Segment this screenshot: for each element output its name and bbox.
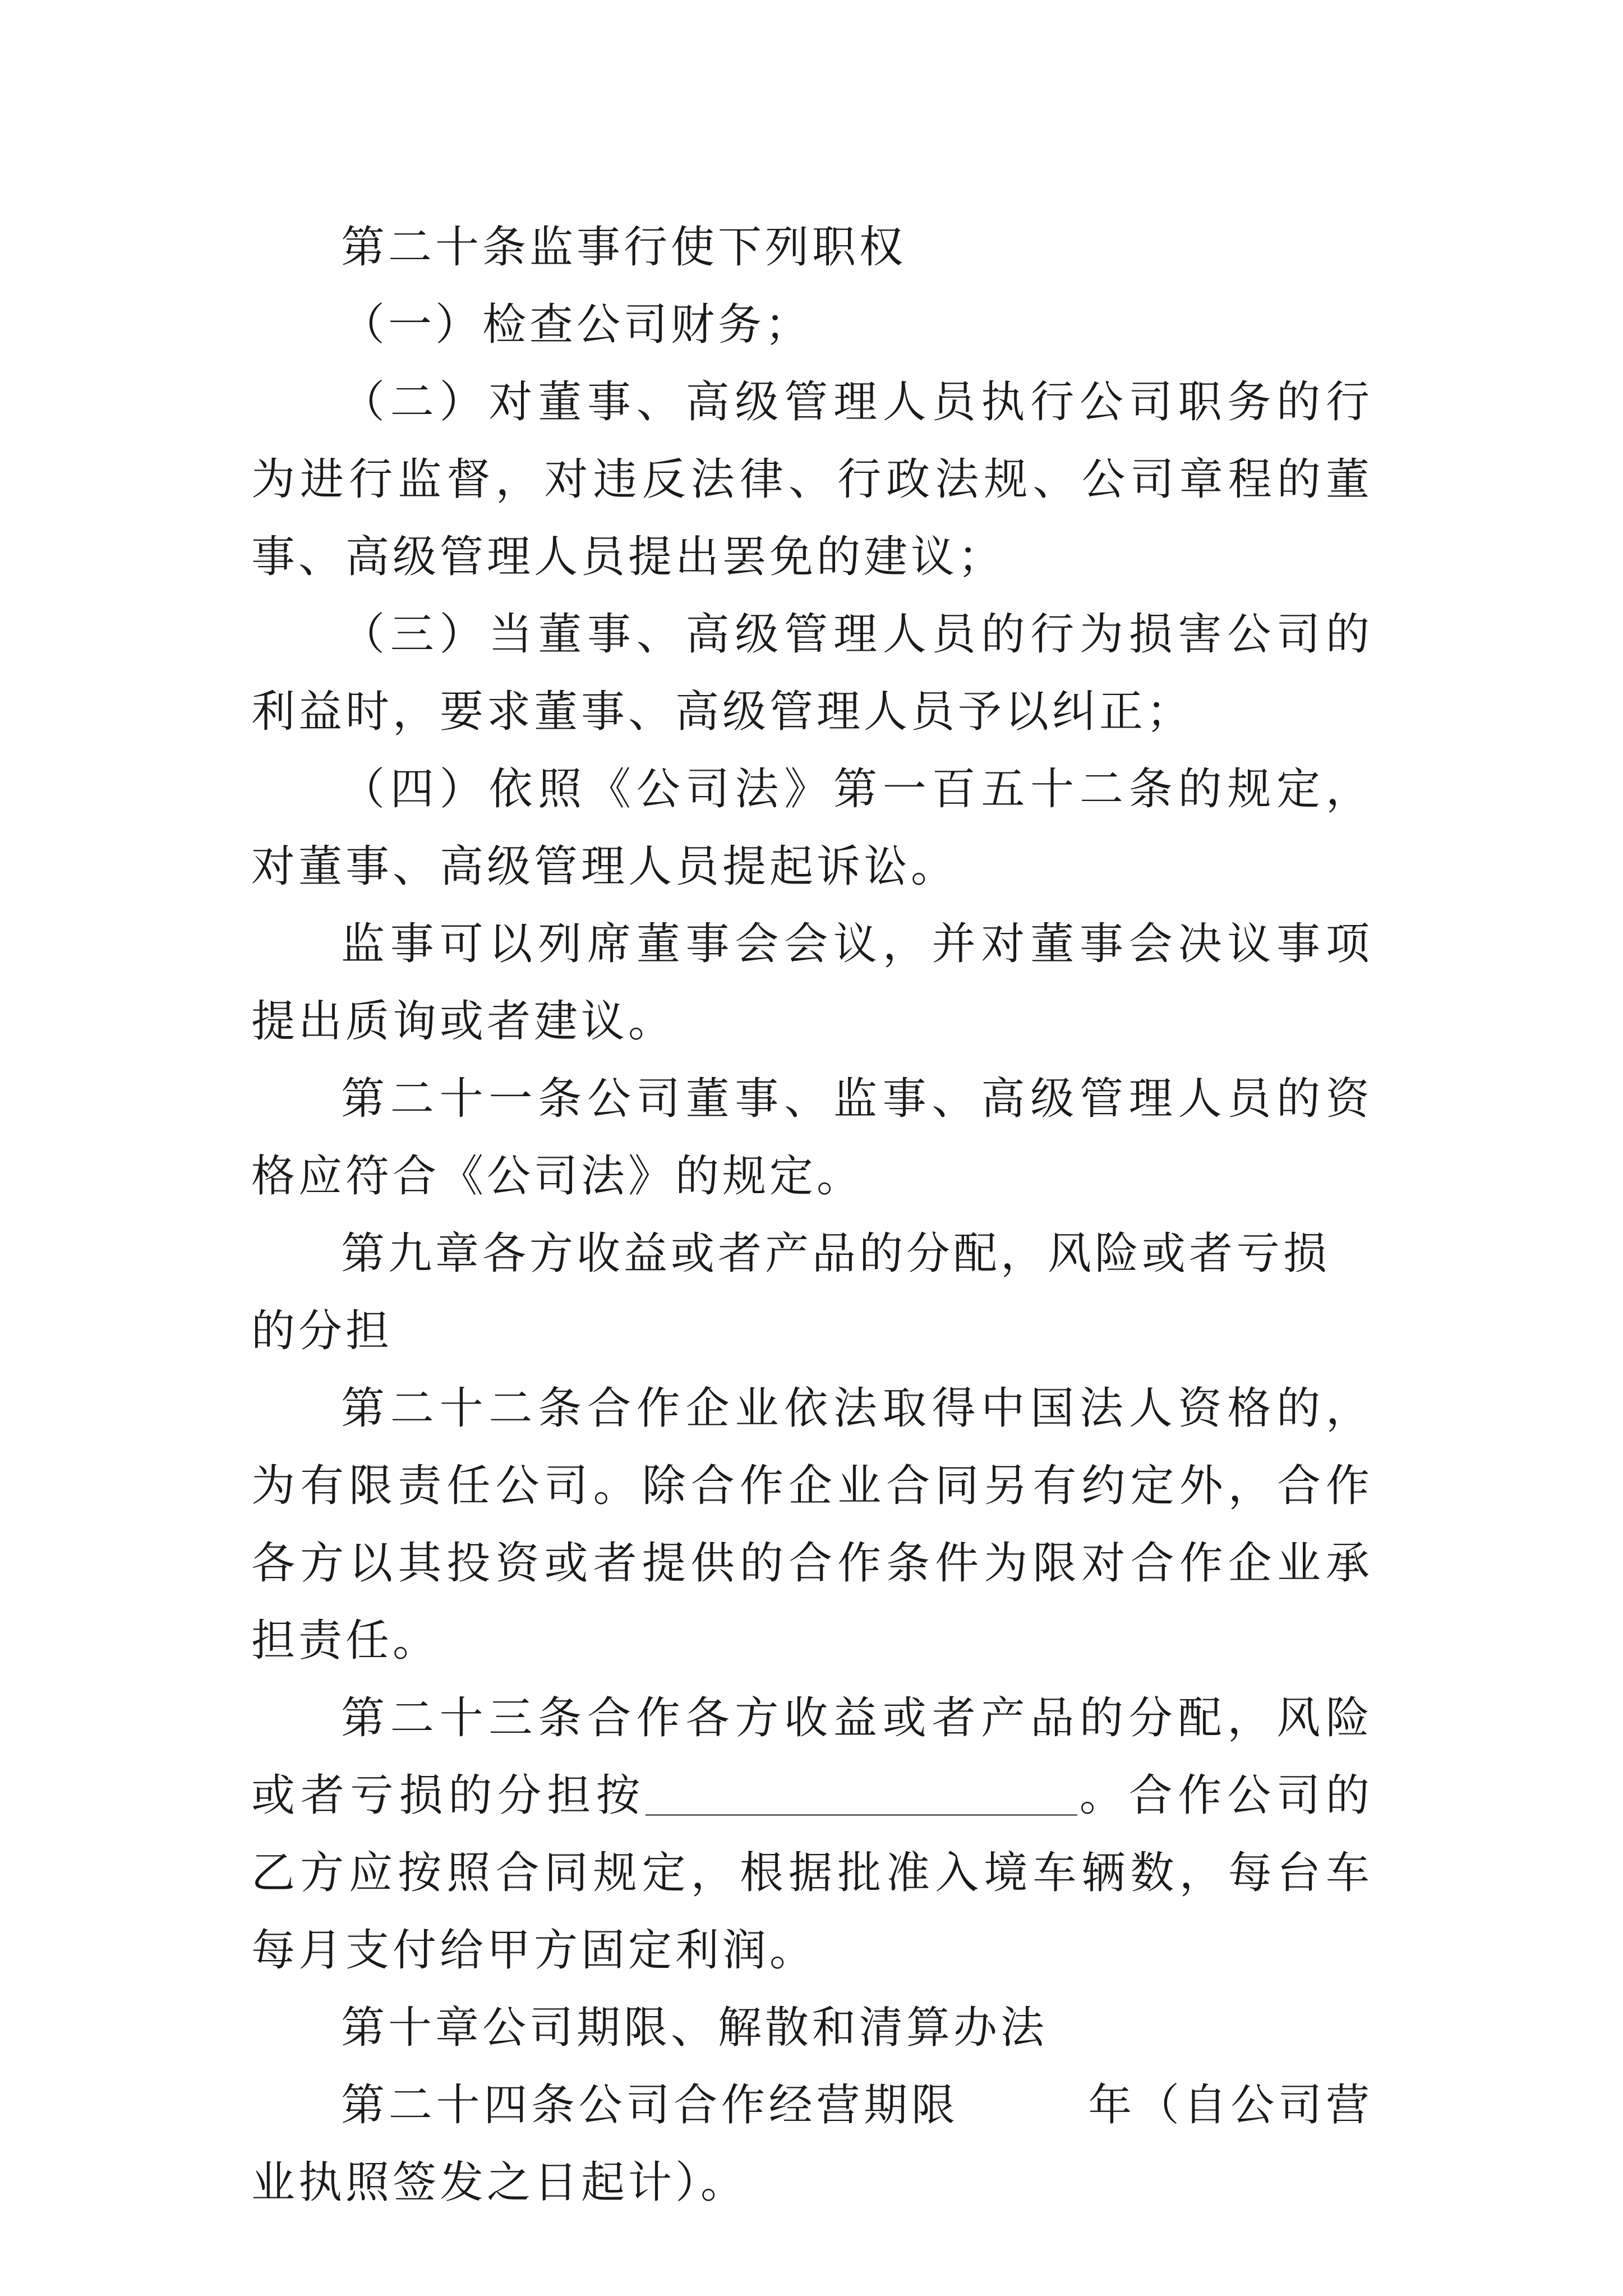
article-24-text-before: 第二十四条公司合作经营期限 bbox=[341, 2080, 959, 2131]
article-20-heading: 第二十条监事行使下列职权 bbox=[341, 222, 907, 273]
article-20-item-4: （四）依照《公司法》第一百五十二条的规定，对董事、高级管理人员提起诉讼。 bbox=[251, 764, 1373, 892]
article-23 bbox=[251, 1680, 1373, 1989]
article-20-item-2: （二）对董事、高级管理人员执行公司职务的行为进行监督，对违反法律、行政法规、公司章程的董事、高级管理人员提出罢免的建议； bbox=[251, 377, 1373, 582]
article-22: 第二十二条合作企业依法取得中国法人资格的，为有限责任公司。除合作企业合同另有约定外，合作各方以其投资或者提供的合作条件为限对合作企业承担责任。 bbox=[251, 1383, 1373, 1666]
article-24 bbox=[251, 2067, 1373, 2221]
chapter-10-heading: 第十章公司期限、解散和清算办法 bbox=[341, 2003, 1048, 2053]
article-20-item-1: （一）检查公司财务； bbox=[341, 300, 813, 350]
article-23-text-before: 第二十三条合作各方收益或者产品的分配，风险或者亏损的分担按 bbox=[251, 1693, 1373, 1821]
article-24-text-after: 年（自公司营业执照签发之日起计）。 bbox=[251, 2080, 1373, 2208]
fill-in-blank-line bbox=[645, 1770, 1077, 1816]
article-21: 第二十一条公司董事、监事、高级管理人员的资格应符合《公司法》的规定。 bbox=[251, 1074, 1373, 1202]
supervisor-attendance-paragraph: 监事可以列席董事会会议，并对董事会决议事项提出质询或者建议。 bbox=[251, 919, 1373, 1047]
article-23-text-after: 。合作公司的乙方应按照合同规定，根据批准入境车辆数，每台车每月支付给甲方固定利润。 bbox=[251, 1770, 1373, 1976]
chapter-9-heading: 第九章各方收益或者产品的分配，风险或者亏损的分担 bbox=[251, 1228, 1331, 1356]
article-20-item-3: （三）当董事、高级管理人员的行为损害公司的利益时，要求董事、高级管理人员予以纠正； bbox=[251, 609, 1373, 737]
document-body bbox=[251, 209, 1373, 2221]
